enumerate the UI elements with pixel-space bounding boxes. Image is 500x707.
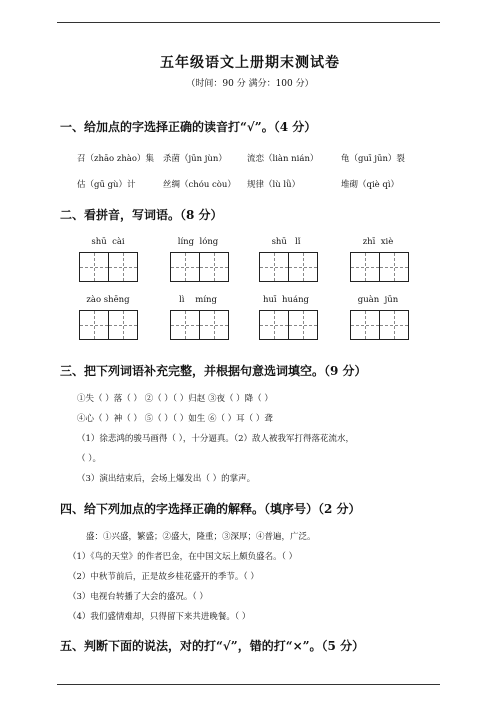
s1-item: 估（gū gù）计 xyxy=(77,180,136,190)
section-5-heading: 五、判断下面的说法，对的打“√”，错的打“×”。（5 分） xyxy=(60,639,365,653)
s4-line: （4）我们盛情难却，只得留下来共进晚餐。（ ） xyxy=(68,612,251,622)
section-1-heading: 一、给加点的字选择正确的读音打“√”。（4 分） xyxy=(60,120,317,134)
s3-line: （ ）。 xyxy=(77,454,101,464)
bottom-rule xyxy=(57,684,440,685)
s4-line: 盛：①兴盛，繁盛；②盛大，隆重；③深厚；④普遍，广泛。 xyxy=(86,532,316,542)
writing-grid[interactable] xyxy=(350,310,408,340)
s1-item: 规律（lù lǜ） xyxy=(247,180,301,190)
writing-grid[interactable] xyxy=(350,252,408,282)
s4-line: （2）中秋节前后，正是故乡桂花盛开的季节。（ ） xyxy=(68,572,259,582)
writing-grid[interactable] xyxy=(259,252,317,282)
writing-grid[interactable] xyxy=(259,310,317,340)
pinyin-label: zhī xiè xyxy=(362,237,394,247)
section-3-heading: 三、把下列词语补充完整，并根据句意选词填空。（9 分） xyxy=(60,364,367,378)
s1-item: 丝绸（chóu còu） xyxy=(163,180,236,190)
writing-grid[interactable] xyxy=(79,252,137,282)
pinyin-label: shū cài xyxy=(91,237,125,247)
s1-item: 杀菌（jūn jùn） xyxy=(163,154,227,164)
s3-line: ①失（ ）落（ ） ②（ ）（ ）归赵 ③夜（ ）降（ ） xyxy=(77,394,273,404)
s1-item: 召（zhāo zhào）集 xyxy=(77,154,154,164)
pinyin-label: líng lóng xyxy=(177,237,219,247)
pinyin-label: guàn jūn xyxy=(357,295,399,305)
pinyin-label: shū lǐ xyxy=(271,237,301,247)
s3-line: （1）徐悲鸿的骏马画得（ ），十分逼真。（2）敌人被我军打得落花流水， xyxy=(77,434,355,444)
writing-grid[interactable] xyxy=(170,310,228,340)
pinyin-label: lì míng xyxy=(179,295,217,305)
s4-line: （1）《鸟的天堂》的作者巴金，在中国文坛上颇负盛名。（ ） xyxy=(68,552,298,562)
pinyin-label: zào shēng xyxy=(86,295,130,305)
section-2-heading: 二、看拼音，写词语。（8 分） xyxy=(60,208,223,222)
s3-line: （3）演出结束后，会场上爆发出（ ）的掌声。 xyxy=(77,474,256,484)
pinyin-label: huī huáng xyxy=(262,295,309,305)
s1-item: 堆砌（qiè qì） xyxy=(341,180,400,190)
page-title: 五年级语文上册期末测试卷 xyxy=(160,55,340,71)
s4-line: （3）电视台转播了大会的盛况。（ ） xyxy=(68,592,208,602)
s1-item: 龟（guī jūn）裂 xyxy=(341,154,405,164)
section-4-heading: 四、给下列加点的字选择正确的解释。（填序号）（2 分） xyxy=(60,502,361,516)
page-subtitle: （时间：90 分 满分：100 分） xyxy=(186,79,314,89)
s3-line: ④心（ ）神（ ） ⑤（ ）（ ）如生 ⑥（ ）耳（ ）聋 xyxy=(77,414,273,424)
top-rule xyxy=(57,22,440,23)
writing-grid[interactable] xyxy=(170,252,228,282)
s1-item: 流恋（liàn nián） xyxy=(247,154,319,164)
writing-grid[interactable] xyxy=(79,310,137,340)
